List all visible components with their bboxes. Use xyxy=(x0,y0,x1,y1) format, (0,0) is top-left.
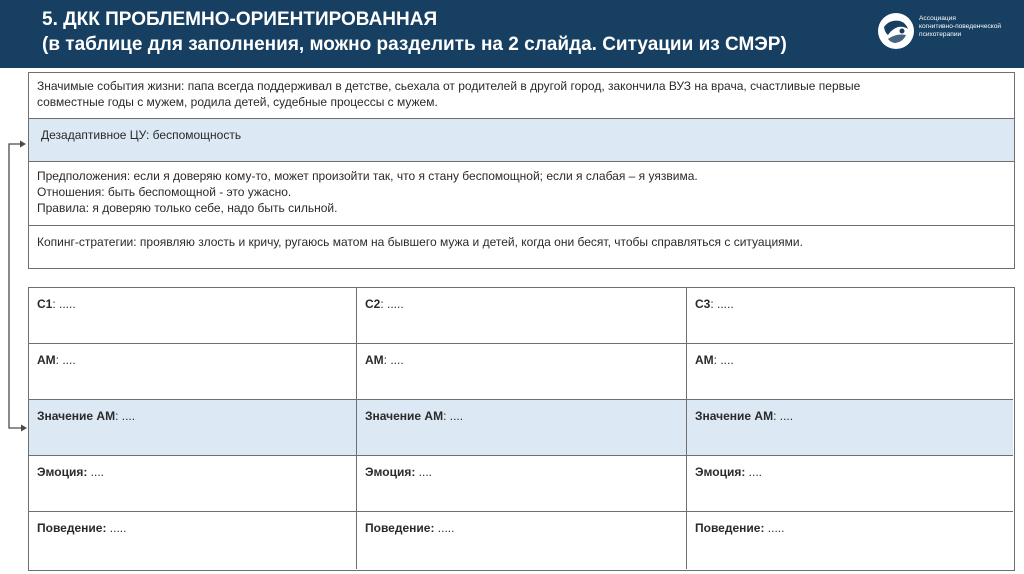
am-value: : .... xyxy=(713,353,734,367)
conceptualization-table xyxy=(28,72,1015,269)
situation-cell-1 xyxy=(29,288,357,344)
emotion-label: Эмоция: xyxy=(695,465,746,479)
meaning-label: Значение АМ xyxy=(695,409,774,423)
behavior-value: ..... xyxy=(106,521,127,535)
life-events-row xyxy=(29,73,1014,119)
behavior-cell-1 xyxy=(29,512,357,569)
logo-text-line-2: когнитивно-поведенческой xyxy=(919,23,1002,31)
am-cell-2 xyxy=(357,344,687,400)
meaning-label: Значение АМ xyxy=(365,409,444,423)
arrow-head-top xyxy=(20,141,26,148)
behavior-label: Поведение: xyxy=(695,521,765,535)
am-label: АМ xyxy=(695,353,714,367)
meaning-cell-1 xyxy=(29,400,357,456)
meaning-value: : .... xyxy=(115,409,136,423)
logo-text-line-3: психотерапии xyxy=(919,31,962,39)
am-label: АМ xyxy=(365,353,384,367)
slide-title xyxy=(42,7,862,57)
situation-label: С1 xyxy=(37,297,53,311)
behavior-value: ..... xyxy=(434,521,455,535)
emotion-cell-3 xyxy=(687,456,1013,512)
behavior-label: Поведение: xyxy=(37,521,107,535)
meaning-value: : .... xyxy=(443,409,464,423)
am-cell-3 xyxy=(687,344,1013,400)
emotion-value: .... xyxy=(87,465,105,479)
emotion-label: Эмоция: xyxy=(37,465,88,479)
situation-value: : ..... xyxy=(52,297,76,311)
title-line-2: (в таблице для заполнения, можно разделить на 2 слайда. Ситуации из СМЭР) xyxy=(42,34,787,55)
behavior-cell-2 xyxy=(357,512,687,569)
emotion-value: .... xyxy=(415,465,433,479)
behavior-label: Поведение: xyxy=(365,521,435,535)
assumptions-text: Предположения: если я доверяю кому-то, может произойти так, что я стану беспомощной; если я слабая – я уязвима. xyxy=(37,169,698,183)
meaning-value: : .... xyxy=(773,409,794,423)
core-belief-row xyxy=(29,119,1014,162)
logo-text-line-1: Ассоциация xyxy=(919,15,956,22)
title-line-1: 5. ДКК ПРОБЛЕМНО-ОРИЕНТИРОВАННАЯ xyxy=(42,9,438,30)
emotion-value: .... xyxy=(745,465,763,479)
am-value: : .... xyxy=(383,353,404,367)
meaning-label: Значение АМ xyxy=(37,409,116,423)
slide-header xyxy=(0,0,1024,68)
emotion-label: Эмоция: xyxy=(365,465,416,479)
am-label: АМ xyxy=(37,353,56,367)
behavior-value: ..... xyxy=(764,521,785,535)
life-events-text-1: Значимые события жизни: папа всегда поддерживал в детстве, сьехала от родителей в другой город, закончила ВУЗ на врача, счастливые первые xyxy=(37,79,861,93)
rules-text: Правила: я доверяю только себе, надо быть сильной. xyxy=(37,201,338,215)
emotion-cell-1 xyxy=(29,456,357,512)
meaning-cell-2 xyxy=(357,400,687,456)
situations-table xyxy=(28,287,1015,571)
association-logo-text xyxy=(919,15,1019,40)
attitudes-text: Отношения: быть беспомощной - это ужасно. xyxy=(37,185,292,199)
am-value: : .... xyxy=(55,353,76,367)
arrow-head-bottom xyxy=(21,425,27,432)
association-logo-icon xyxy=(876,11,916,51)
situation-label: С2 xyxy=(365,297,381,311)
situation-cell-2 xyxy=(357,288,687,344)
coping-text: Копинг-стратегии: проявляю злость и кричу, ругаюсь матом на бывшего мужа и детей, когда они бесят, чтобы справляться с ситуациями. xyxy=(37,235,803,249)
life-events-text-2: совместные годы с мужем, родила детей, судебные процессы с мужем. xyxy=(37,95,438,109)
core-belief-text: Дезадаптивное ЦУ: беспомощность xyxy=(41,128,242,142)
coping-row xyxy=(29,226,1014,268)
situation-value: : ..... xyxy=(710,297,734,311)
intermediate-beliefs-row xyxy=(29,162,1014,226)
am-cell-1 xyxy=(29,344,357,400)
situation-value: : ..... xyxy=(380,297,404,311)
behavior-cell-3 xyxy=(687,512,1013,569)
situation-label: С3 xyxy=(695,297,711,311)
emotion-cell-2 xyxy=(357,456,687,512)
situation-cell-3 xyxy=(687,288,1013,344)
meaning-cell-3 xyxy=(687,400,1013,456)
